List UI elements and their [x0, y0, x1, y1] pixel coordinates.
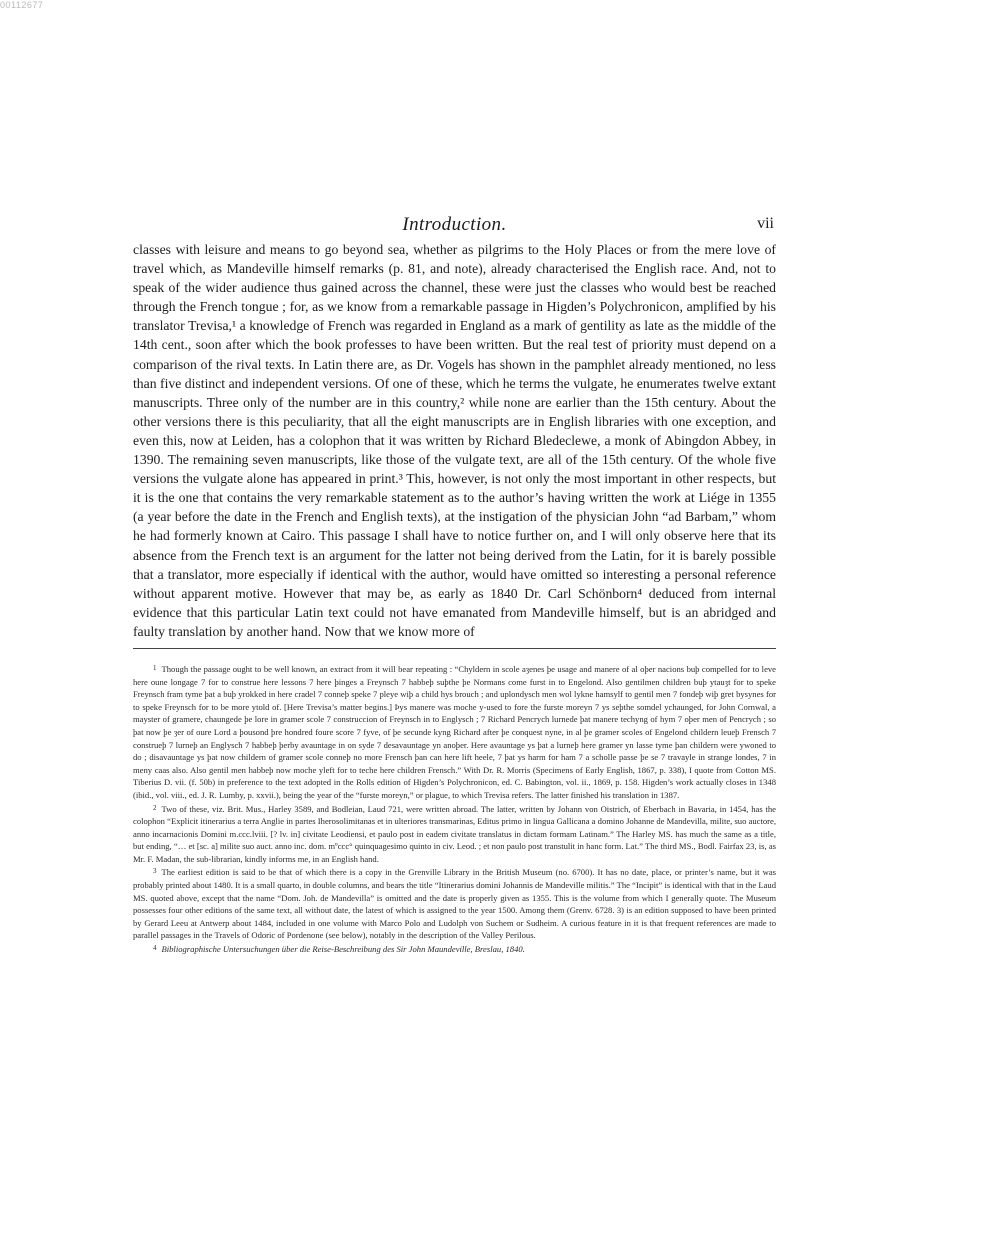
footnote-text: Though the passage ought to be well known, an extract from it will bear repeating : “Chyldern in scole aȝenes þe usage and manere of al oþer nacions buþ compelled for to leve here oune longage 7 for to construe here lessons 7 here þinges a Freynsch 7 habbeþ suþthe þe Normans come furst in to Engelond. Also gentilmen children buþ ytauȝt for to speke Freynsch fram tyme þat a buþ yrokked in here cradel 7 conneþ speke 7 pleye wiþ a child hys brouch ; and uplondysch men wol lykne hamsylf to gentil men 7 fondeþ wiþ gret bysynes for to speke Freynsch for to be more ytold of. [Here Trevisa’s matter begins.] Þys manere was moche y-used to fore the furste moreyn 7 ys seþthe somdel ychaunged, for John Cornwal, a mayster of gramere, chaungede þe lore in gramer scole 7 construccion of Freynsch in to Englysch ; 7 Richard Pencrych lurnede þat manere techyng of hym 7 oþer men of Pencrych ; so þat now þe ȝer of oure Lord a þousond þre hondred foure score 7 fyve, of þe secunde kyng Richard after þe conquest nyne, in al þe gramer scoles of Engelond childern leueþ Frensch 7 construeþ 7 lurneþ an Englysch 7 habbeþ þerby avauntage in on syde 7 desavauntage yn anoþer. Here avauntage ys þat a lurneþ here gramer yn lasse tyme þan childern were ywoned to do ; disavauntage ys þat now childern of gramer scole conneþ no more Frensch þan can here lift heele, 7 þat ys harm for ham 7 a scholle passe þe se 7 travayle in strange londes, 7 in meny caas also. Also gentil men habbeþ now moche yleft for to teche here children Frensch.” With Dr. R. Morris (Specimens of Early English, 1867, p. 338), I quote from Cotton MS. Tiberius D. vii. (f. 50b) in preference to the text adopted in the Rolls edition of Higden’s Polychronicon, ed. C. Babington, vol. ii., 1869, p. 158. Higden’s work actually closes in 1348 (ibid., vol. viii., ed. J. R. Lumby, p. xxvii.), being the year of the “furste moreyn,” or plague, to which Trevisa refers. The latter finished his translation in 1387. [133, 663, 776, 800]
footnote-divider [133, 648, 776, 649]
book-page [133, 210, 776, 956]
footnote-text: The earliest edition is said to be that of which there is a copy in the Grenville Library in the British Museum (no. 6700). It has no date, place, or printer’s name, but it was probably printed about 1480. It is a small quarto, in double columns, and bears the title “Itinerarius domini Johannis de Mandeville militis.” The “Incipit” is identical with that in the Laud MS. quoted above, except that the name “Dom. Joh. de Mandevilla” is omitted and the date is properly given as 1355. This is the volume from which I generally quote. The Museum possesses four other editions of the same text, all without date, the latest of which is assigned to the year 1500. Among them (Grenv. 6728. 3) is an edition supposed to have been printed by Gerard Leeu at Antwerp about 1484, included in one volume with Marco Polo and Ludolph von Suchem or Sudheim. A curious feature in it is that frequent references are made to parallel passages in the Travels of Odoric of Pordenone (see below), notably in the description of the Valley Perilous. [133, 867, 776, 941]
footnote-1 [133, 662, 776, 802]
footnote-4 [133, 942, 776, 956]
footnote-marker: 4 [153, 944, 157, 953]
body-paragraph: classes with leisure and means to go beyond sea, whether as pilgrims to the Holy Places or from the mere love of travel which, as Mandeville himself remarks (p. 81, and note), already characterised the English race. And, not to speak of the wider audience thus gained across the channel, these were just the classes who would best be reached through the French tongue ; for, as we know from a remarkable passage in Higden’s Polychronicon, amplified by his translator Trevisa,¹ a knowledge of French was regarded in England as a mark of gentility as late as the middle of the 14th cent., soon after which the book professes to have been written. But the real test of priority must depend on a comparison of the rival texts. In Latin there are, as Dr. Vogels has shown in the pamphlet already mentioned, no less than five distinct and independent versions. Of one of these, which he terms the vulgate, he enumerates twelve extant manuscripts. Three only of the number are in this country,² while none are earlier than the 15th century. About the other versions there is this peculiarity, that all the eight manuscripts are in English libraries with one exception, and even this, now at Leiden, has a colophon that it was written by Richard Bledeclewe, a monk of Abingdon Abbey, in 1390. The remaining seven manuscripts, like those of the vulgate text, are all of the 15th century. Of the whole five versions the vulgate alone has appeared in print.³ This, however, is not only the most important in other respects, but it is the one that contains the very remarkable statement as to the author’s having written the work at Liége in 1355 (a year before the date in the French and English texts), at the instigation of the physician John “ad Barbam,” whom he had formerly known at Cairo. This passage I shall have to notice further on, and I will only observe here that its absence from the French text is an argument for the latter not being derived from the Latin, for it is barely possible that a translator, more especially if identical with the author, would have omitted so interesting a personal reference without apparent motive. However that may be, as early as 1840 Dr. Carl Schönborn⁴ deduced from internal evidence that this particular Latin text could not have emanated from Mandeville himself, but is an abridged and faulty translation by another hand. Now that we know more of [133, 242, 776, 639]
running-head [133, 210, 776, 240]
footnote-2 [133, 802, 776, 866]
page-number: vii [757, 215, 774, 232]
footnote-marker: 2 [153, 803, 157, 812]
footnote-text: Bibliographische Untersuchungen über die Reise-Beschreibung des Sir John Maundeville, Breslau, 1840. [161, 944, 525, 955]
footnote-text: Two of these, viz. Brit. Mus., Harley 3589, and Bodleian, Laud 721, were written abroad. The latter, written by Johann von Oistrich, of Eberbach in Bavaria, in 1454, has the colophon “Explicit itinerarius a terra Anglie in partes Iherosolimitanas et in ulteriores transmarinas, Editus primo in lingua Gallicana a domino Johanne de Mandevilla, milite, suo auctore, anno incarnacionis Domini m.ccc.lviii. [? lv. in] civitate Leodiensi, et paulo post in eadem civitate translatus in dictam formam Latinam.” The Harley MS. has much the same as a title, but ending, “… et [sc. a] milite suo auct. anno inc. dom. mºccc° quinquagesimo quinto in civ. Leod. ; et non paulo post transtulit in hanc form. Lat.” The third MS., Bodl. Fairfax 23, is, as Mr. F. Madan, the sub-librarian, kindly informs me, in an English hand. [133, 803, 776, 864]
footnotes [133, 662, 776, 956]
main-text [133, 240, 776, 641]
footnote-marker: 1 [153, 663, 157, 672]
archive-id: 00112677 [0, 0, 44, 10]
footnote-marker: 3 [153, 867, 157, 876]
footnote-3 [133, 865, 776, 942]
running-title: Introduction. [402, 214, 507, 235]
